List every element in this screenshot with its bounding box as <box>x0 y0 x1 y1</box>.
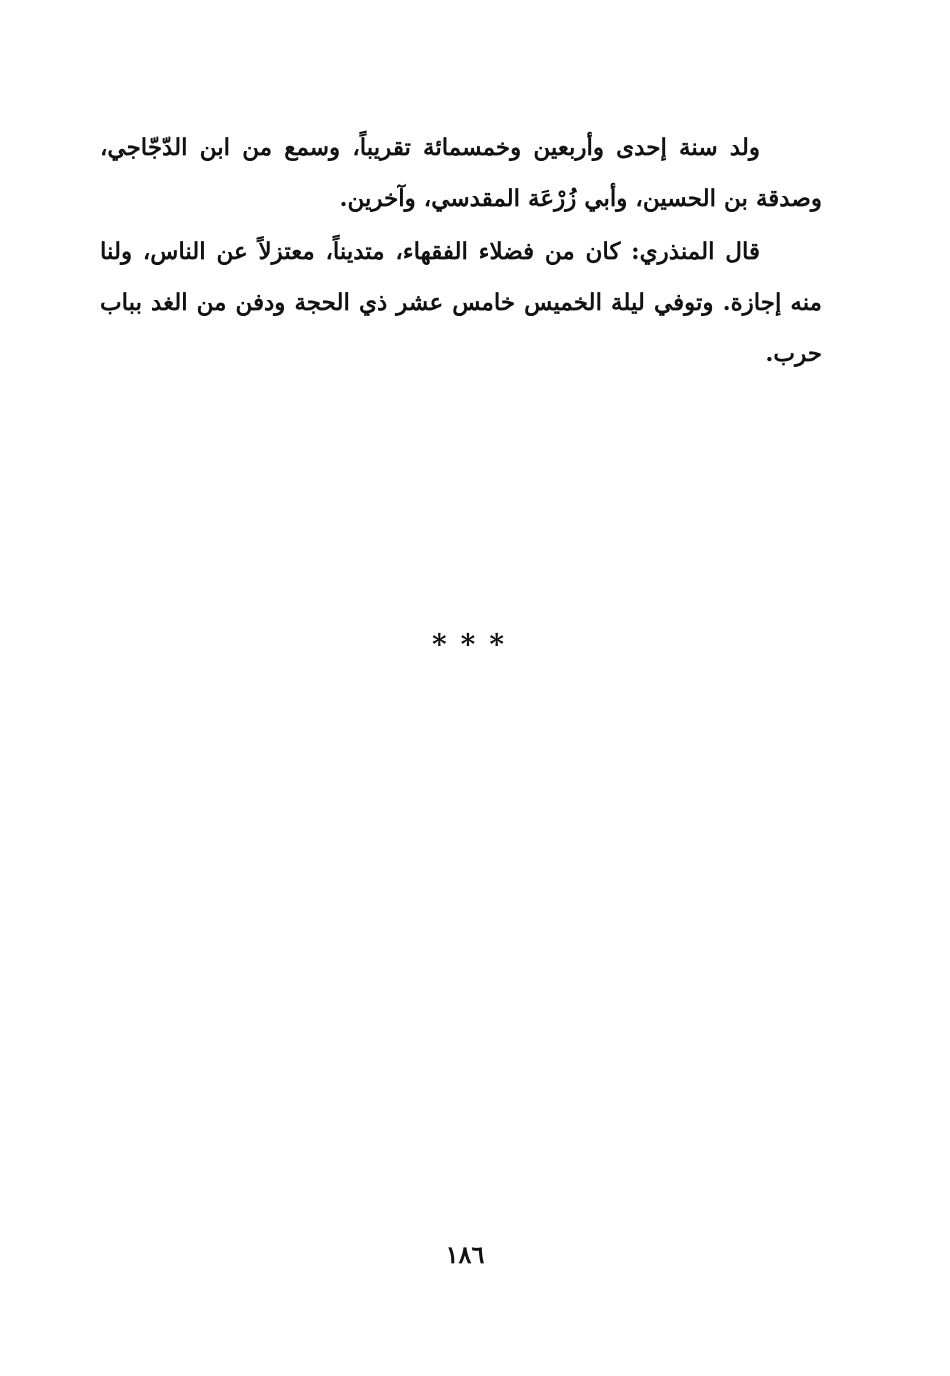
paragraph-1: ولد سنة إحدى وأربعين وخمسمائة تقريباً، وسمع من ابن الدّجّاجي، وصدقة بن الحسين، وأبي زُرْعَة المقدسي، وآخرين. <box>100 134 822 212</box>
paragraph-2: قال المنذري: كان من فضلاء الفقهاء، متديناً، معتزلاً عن الناس، ولنا منه إجازة. وتوفي ليلة الخميس خامس عشر ذي الحجة ودفن من الغد بباب حرب. <box>100 238 822 367</box>
body-text <box>100 122 822 379</box>
page-number: ١٨٦ <box>445 1240 485 1269</box>
section-separator: *** <box>432 628 518 661</box>
